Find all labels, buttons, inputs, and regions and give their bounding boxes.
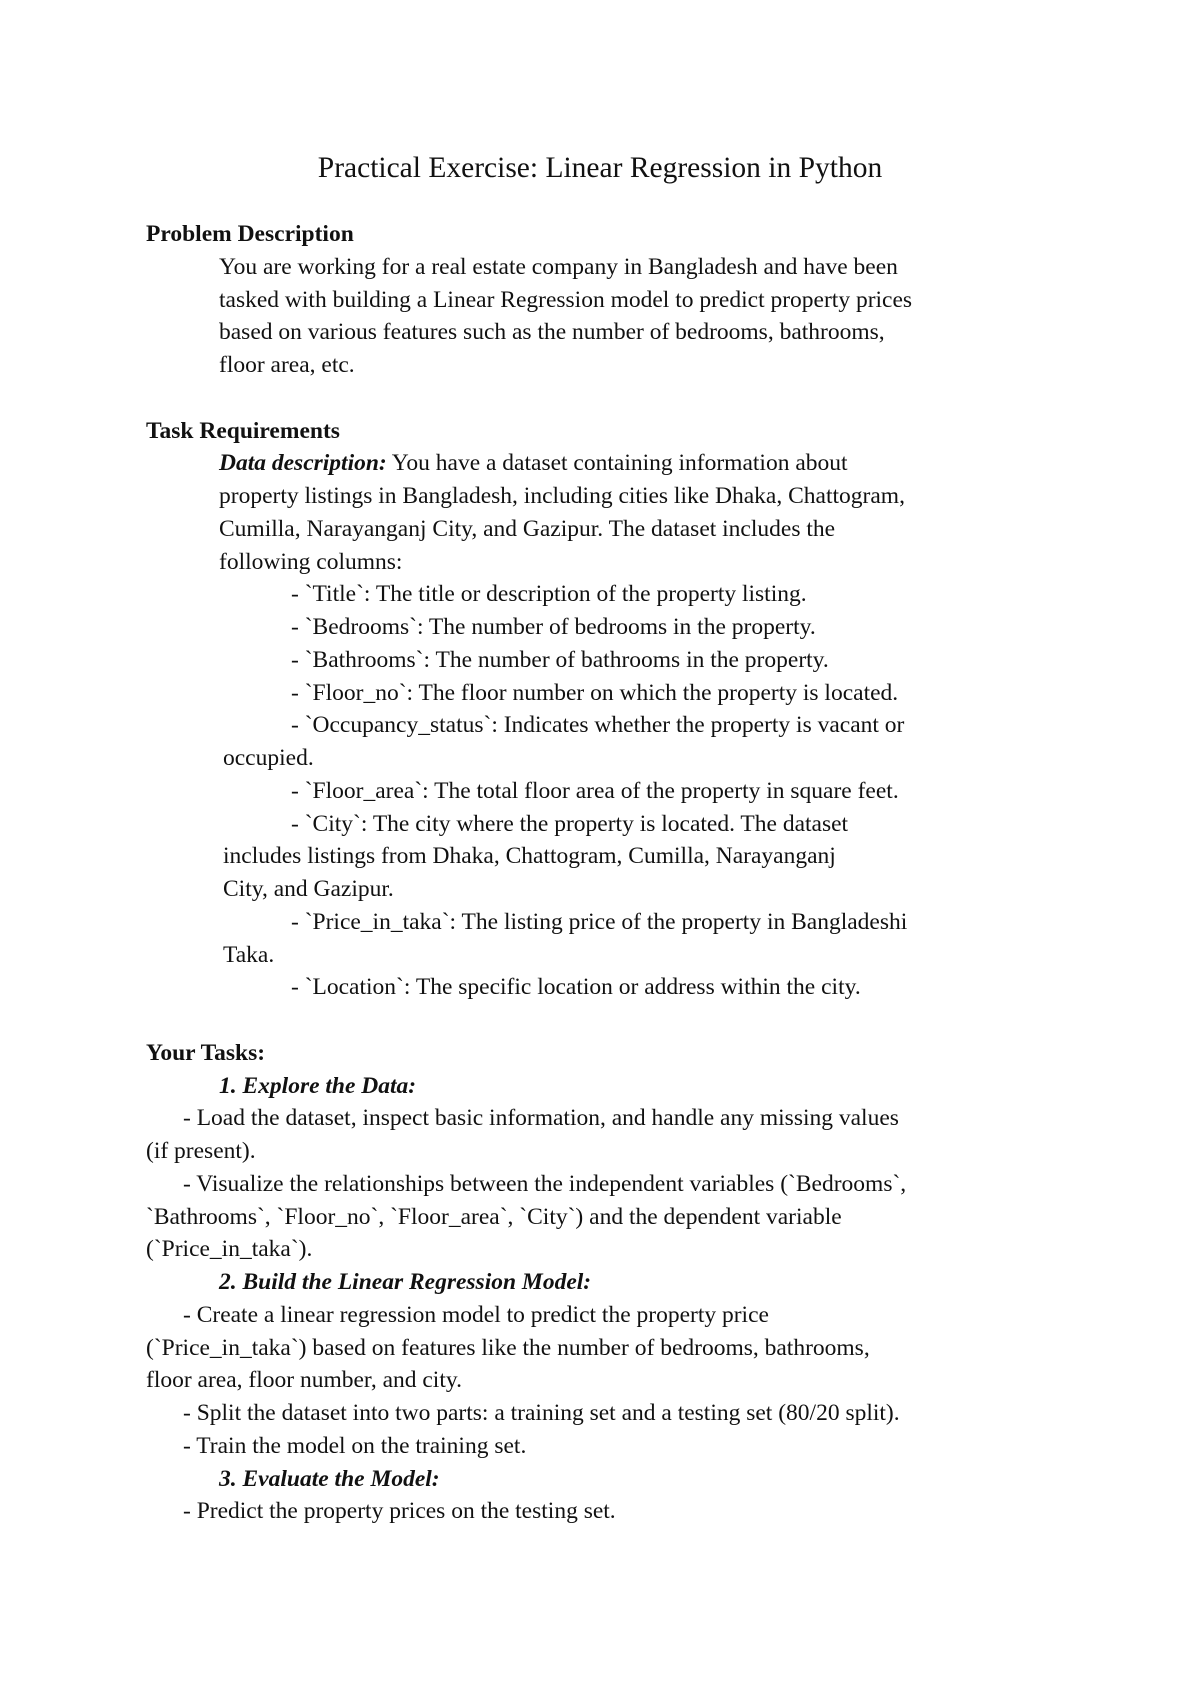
problem-line: floor area, etc. (219, 352, 355, 378)
step-line: (`Price_in_taka`). (146, 1236, 313, 1263)
column-item-location: - `Location`: The specific location or address within the city. (291, 974, 861, 1001)
document-body (146, 218, 1066, 1528)
data-description-label: Data description: (219, 450, 387, 477)
column-item-bathrooms: - `Bathrooms`: The number of bathrooms in the property. (291, 646, 829, 673)
step-line: `Bathrooms`, `Floor_no`, `Floor_area`, `City`) and the dependent variable (146, 1203, 842, 1230)
column-item-bedrooms: - `Bedrooms`: The number of bedrooms in the property. (291, 614, 816, 640)
data-description-text: You have a dataset containing information about (386, 450, 848, 477)
step-line: floor area, floor number, and city. (146, 1367, 462, 1394)
step-line: - Create a linear regression model to predict the property price (183, 1301, 769, 1328)
step-line: - Split the dataset into two parts: a training set and a testing set (80/20 split). (183, 1400, 900, 1426)
paragraph-gap (146, 1004, 1066, 1037)
column-item-floor-no: - `Floor_no`: The floor number on which the property is located. (291, 679, 899, 706)
data-description-line (146, 447, 1066, 480)
task-line: property listings in Bangladesh, including cities like Dhaka, Chattogram, (219, 483, 905, 509)
column-item-continuation: occupied. (223, 745, 314, 771)
step-line: - Train the model on the training set. (183, 1432, 527, 1459)
column-item-continuation: Taka. (223, 941, 275, 968)
problem-description-heading: Problem Description (146, 221, 354, 247)
document-title: Practical Exercise: Linear Regression in Python (317, 152, 883, 184)
column-item-occupancy-status: - `Occupancy_status`: Indicates whether the property is vacant or (291, 712, 905, 739)
task-line: Cumilla, Narayanganj City, and Gazipur. The dataset includes the (219, 515, 836, 542)
step-line: - Load the dataset, inspect basic information, and handle any missing values (183, 1105, 899, 1132)
column-item-continuation: includes listings from Dhaka, Chattogram, Cumilla, Narayanganj (223, 843, 836, 870)
step-line: (`Price_in_taka`) based on features like the number of bedrooms, bathrooms, (146, 1334, 870, 1361)
step-line: - Predict the property prices on the testing set. (183, 1498, 616, 1525)
your-tasks-heading: Your Tasks: (146, 1039, 266, 1066)
task-requirements-heading: Task Requirements (146, 417, 340, 444)
step-line: (if present). (146, 1138, 256, 1164)
step-1-title: 1. Explore the Data: (219, 1072, 417, 1099)
step-line: - Visualize the relationships between the independent variables (`Bedrooms`, (183, 1170, 907, 1197)
problem-line: You are working for a real estate company in Bangladesh and have been (219, 253, 898, 280)
problem-line: tasked with building a Linear Regression model to predict property prices (219, 286, 913, 313)
column-item-price-in-taka: - `Price_in_taka`: The listing price of the property in Bangladeshi (291, 908, 908, 935)
column-item-continuation: City, and Gazipur. (223, 876, 394, 902)
task-line: following columns: (219, 548, 403, 575)
column-item-title: - `Title`: The title or description of the property listing. (291, 581, 807, 608)
problem-line: based on various features such as the number of bedrooms, bathrooms, (219, 319, 885, 346)
column-item-floor-area: - `Floor_area`: The total floor area of the property in square feet. (291, 777, 899, 804)
step-2-title: 2. Build the Linear Regression Model: (219, 1269, 592, 1295)
column-item-city: - `City`: The city where the property is located. The dataset (291, 810, 849, 837)
step-3-title: 3. Evaluate the Model: (219, 1465, 440, 1492)
paragraph-gap (146, 382, 1066, 415)
